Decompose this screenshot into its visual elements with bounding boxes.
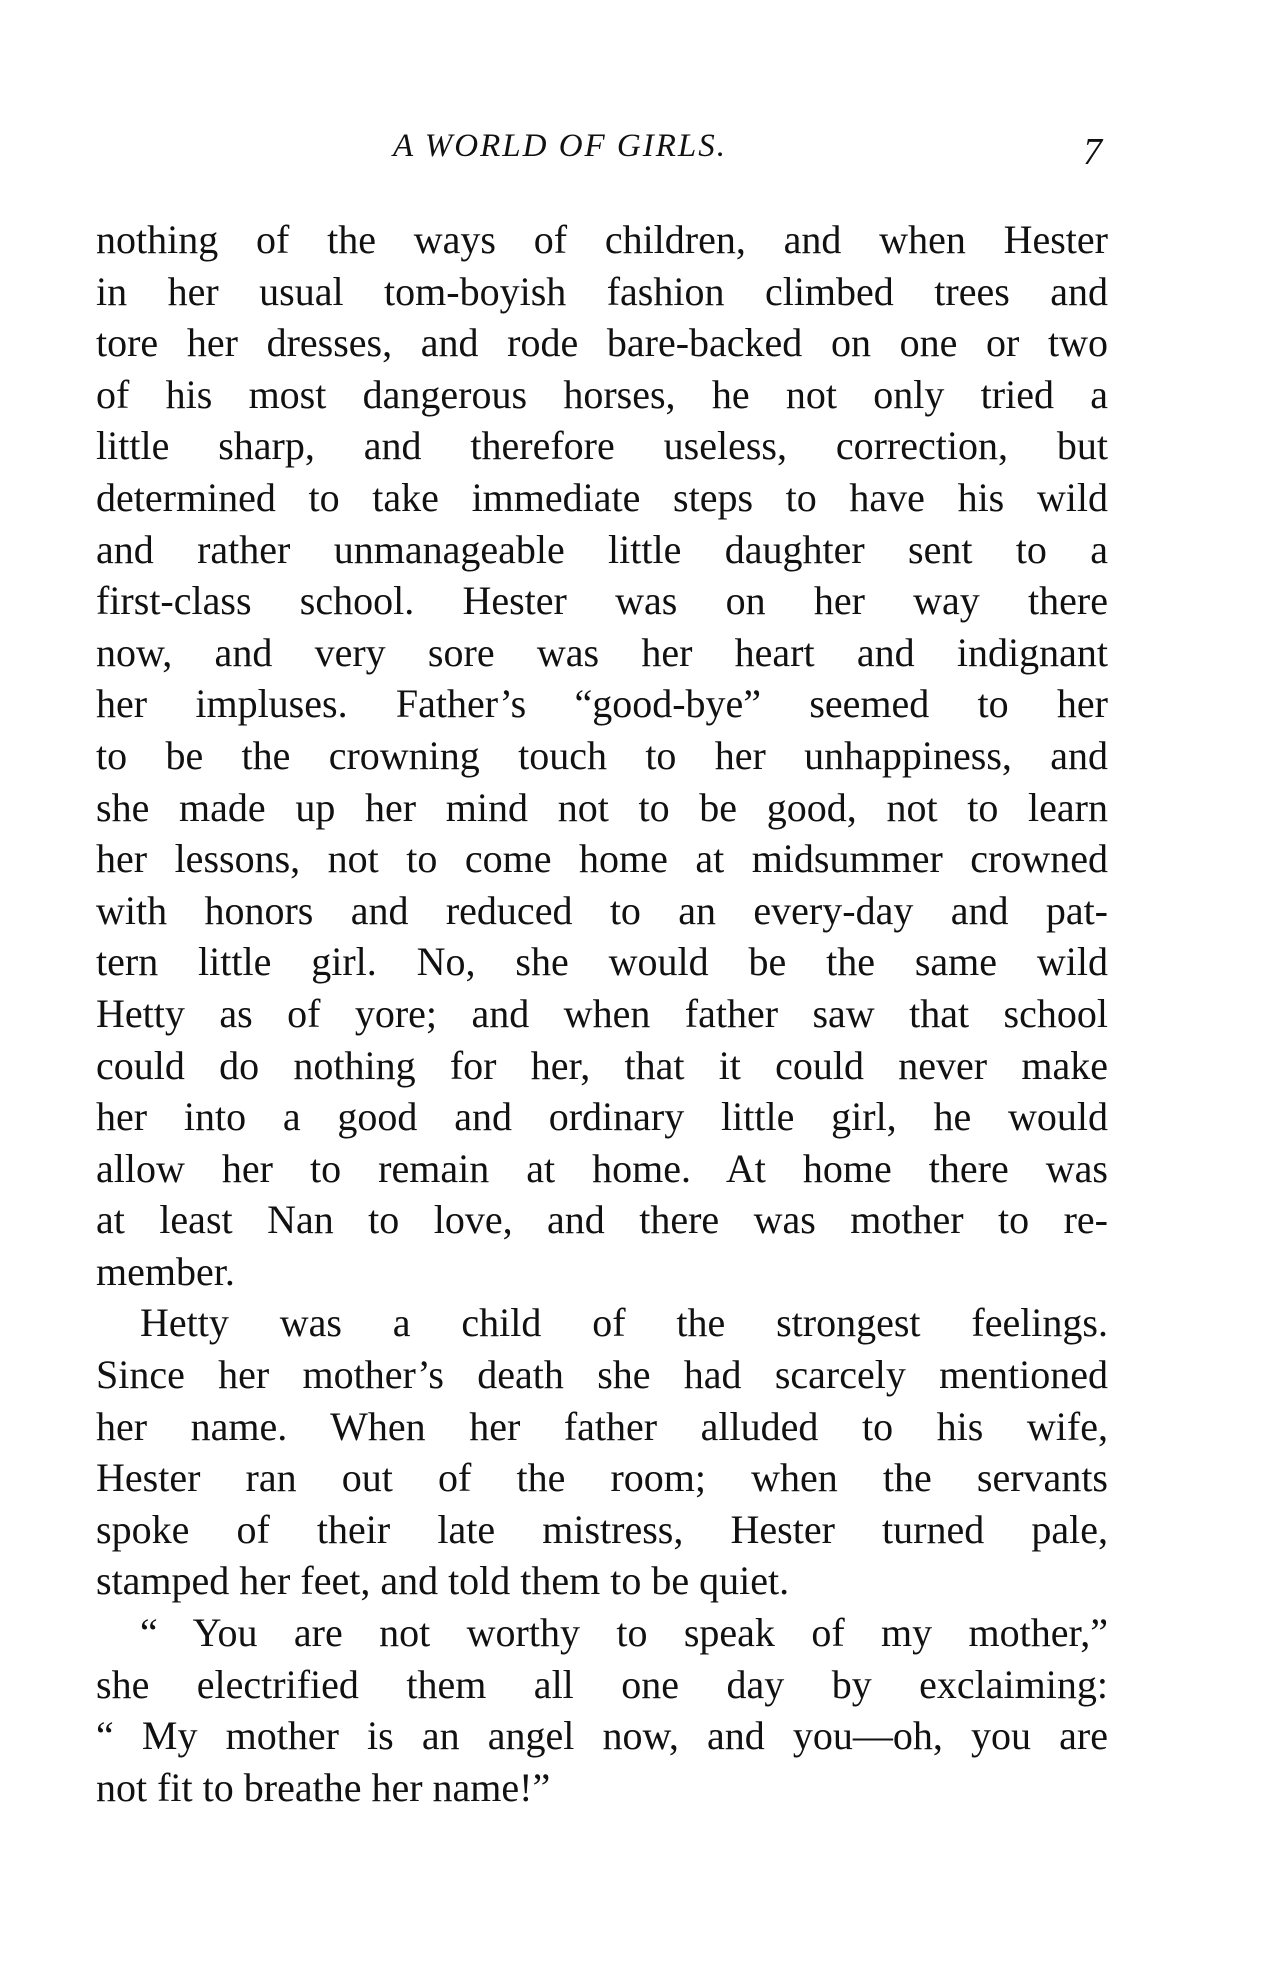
paragraph (96, 1607, 1108, 1813)
text-line: Since her mother’s death she had scarcely mentioned (96, 1352, 1108, 1398)
text-line: first-class school. Hester was on her way there (96, 578, 1108, 624)
page-number: 7 (1083, 131, 1102, 173)
text-line: now, and very sore was her heart and indignant (96, 629, 1108, 675)
text-line: she made up her mind not to be good, not to learn (96, 784, 1108, 830)
text-line: “ My mother is an angel now, and you—oh, you are (96, 1713, 1108, 1759)
text-line: to be the crowning touch to her unhappiness, and (96, 732, 1108, 778)
text-line: her into a good and ordinary little girl, he would (96, 1094, 1108, 1140)
page-header (0, 128, 1272, 178)
text-line: “ You are not worthy to speak of my mother,” (140, 1610, 1108, 1656)
text-line: determined to take immediate steps to have his wild (96, 474, 1108, 520)
text-line: tore her dresses, and rode bare-backed on one or two (96, 320, 1108, 366)
text-line: at least Nan to love, and there was mother to re- (96, 1197, 1108, 1243)
text-line: Hetty was a child of the strongest feelings. (140, 1300, 1108, 1346)
text-line: and rather unmanageable little daughter sent to a (96, 526, 1108, 572)
text-line: nothing of the ways of children, and when Hester (96, 217, 1108, 262)
text-line: member. (96, 1248, 235, 1294)
text-line: could do nothing for her, that it could never make (96, 1042, 1108, 1088)
text-line: not fit to breathe her name!” (96, 1764, 551, 1810)
text-line: tern little girl. No, she would be the same wild (96, 939, 1108, 985)
text-line: with honors and reduced to an every-day and pat- (96, 887, 1108, 933)
text-line: allow her to remain at home. At home there was (96, 1145, 1108, 1191)
text-line: in her usual tom-boyish fashion climbed trees and (96, 268, 1108, 314)
body-text (96, 214, 1108, 1813)
text-line: her name. When her father alluded to his wife, (96, 1403, 1108, 1449)
text-line: stamped her feet, and told them to be quiet. (96, 1558, 790, 1604)
text-line: her impluses. Father’s “good-bye” seemed to her (96, 681, 1108, 727)
text-line: she electrified them all one day by exclaiming: (96, 1661, 1108, 1707)
text-line: Hetty as of yore; and when father saw that school (96, 990, 1108, 1036)
text-line: of his most dangerous horses, he not only tried a (96, 371, 1108, 417)
text-line: spoke of their late mistress, Hester turned pale, (96, 1506, 1108, 1552)
text-line: her lessons, not to come home at midsummer crowned (96, 836, 1108, 882)
text-line: little sharp, and therefore useless, correction, but (96, 423, 1108, 469)
paragraph (96, 1297, 1108, 1607)
text-line: Hester ran out of the room; when the servants (96, 1455, 1108, 1501)
running-title: A WORLD OF GIRLS. (392, 128, 728, 164)
paragraph (96, 214, 1108, 1297)
